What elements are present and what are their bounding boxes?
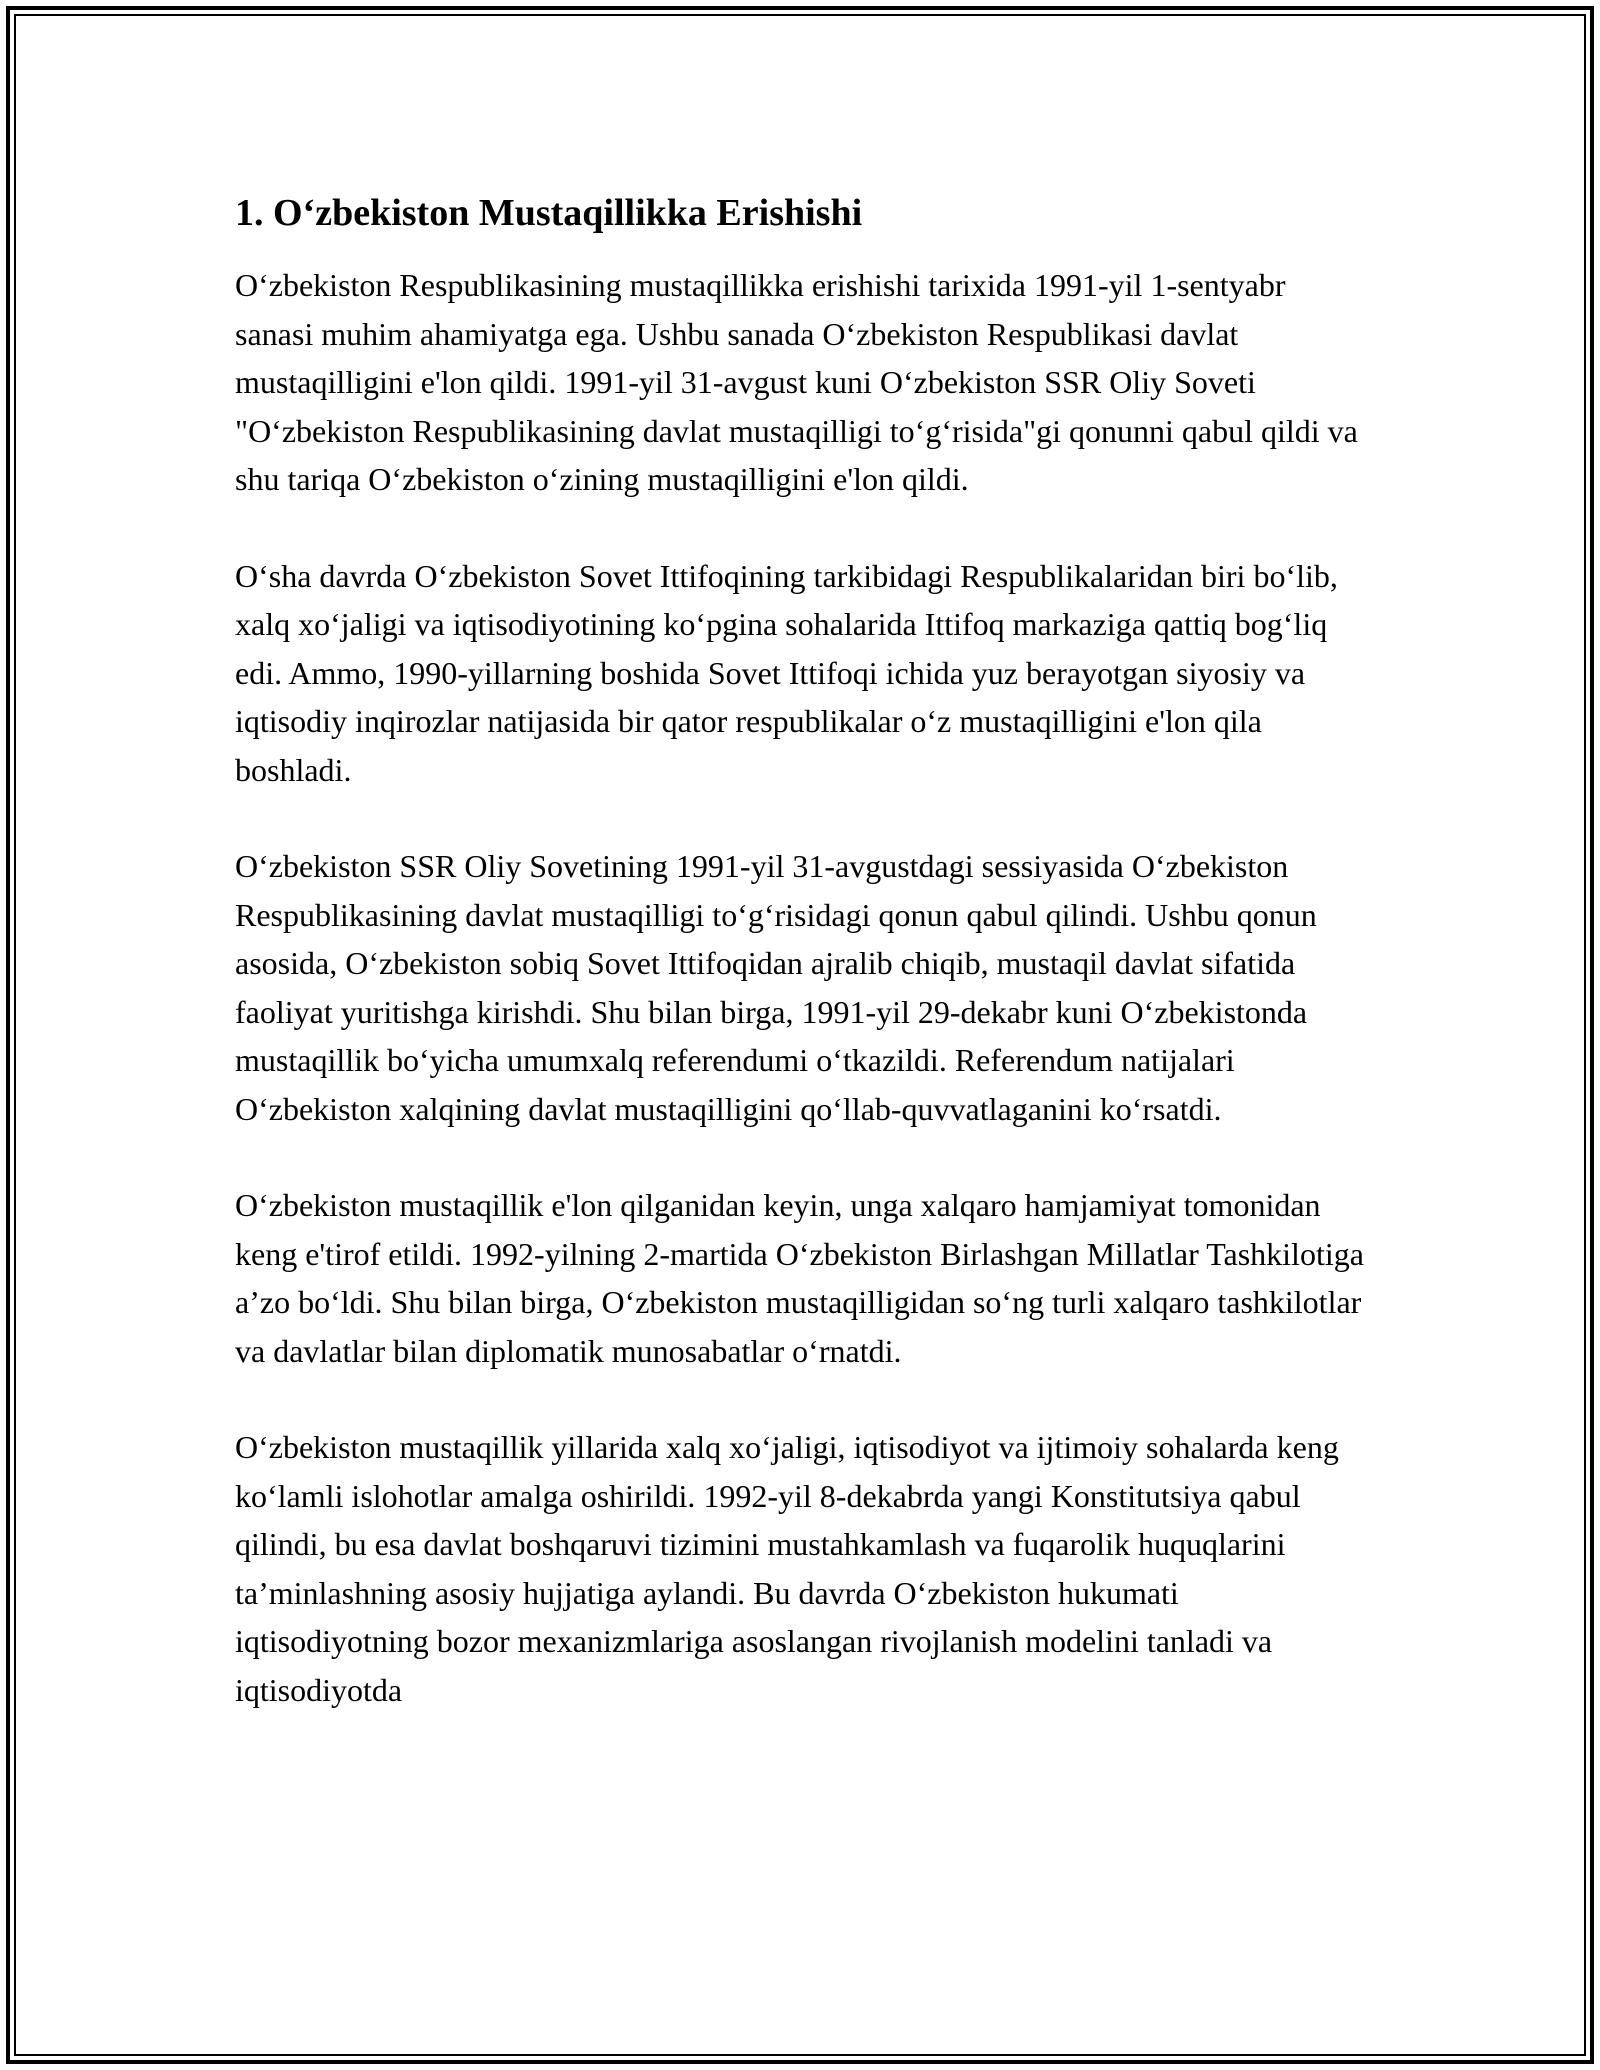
paragraph-3: O‘zbekiston SSR Oliy Sovetining 1991-yil 31-avgustdagi sessiyasida O‘zbekiston Respublikasining davlat mustaqilligi to‘g‘risidagi qonun qabul qilindi. Ushbu qonun asosida, O‘zbekiston sobiq Sovet Ittifoqidan ajralib chiqib, mustaqil davlat sifatida faoliyat yuritishga kirishdi. Shu bilan birga, 1991-yil 29-dekabr kuni O‘zbekistonda mustaqillik bo‘yicha umumxalq referendumi o‘tkazildi. Referendum natijalari O‘zbekiston xalqining davlat mustaqilligini qo‘llab-quvvatlaganini ko‘rsatdi. [235, 848, 1317, 1127]
section-heading: 1. O‘zbekiston Mustaqillikka Erishishi [235, 192, 863, 234]
paragraph-4: O‘zbekiston mustaqillik e'lon qilganidan keyin, unga xalqaro hamjamiyat tomonidan keng e'tirof etildi. 1992-yilning 2-martida O‘zbekiston Birlashgan Millatlar Tashkilotiga a’zo bo‘ldi. Shu bilan birga, O‘zbekiston mustaqilligidan so‘ng turli xalqaro tashkilotlar va davlatlar bilan diplomatik munosabatlar o‘rnatdi. [235, 1187, 1364, 1369]
paragraph-5: O‘zbekiston mustaqillik yillarida xalq xo‘jaligi, iqtisodiyot va ijtimoiy sohalarda keng ko‘lamli islohotlar amalga oshirildi. 1992-yil 8-dekabrda yangi Konstitutsiya qabul qilindi, bu esa davlat boshqaruvi tizimini mustahkamlash va fuqarolik huquqlarini ta’minlashning asosiy hujjatiga aylandi. Bu davrda O‘zbekiston hukumati iqtisodiyotning bozor mexanizmlariga asoslangan rivojlanish modelini tanladi va iqtisodiyotda [235, 1429, 1339, 1708]
paragraph-2: O‘sha davrda O‘zbekiston Sovet Ittifoqining tarkibidagi Respublikalaridan biri bo‘lib, xalq xo‘jaligi va iqtisodiyotining ko‘pgina sohalarida Ittifoq markaziga qattiq bog‘liq edi. Ammo, 1990-yillarning boshida Sovet Ittifoqi ichida yuz berayotgan siyosiy va iqtisodiy inqirozlar natijasida bir qator respublikalar o‘z mustaqilligini e'lon qila boshladi. [235, 557, 1338, 788]
document-body [235, 185, 1365, 1762]
paragraph-1: O‘zbekiston Respublikasining mustaqillikka erishishi tarixida 1991-yil 1-sentyabr sanasi muhim ahamiyatga ega. Ushbu sanada O‘zbekiston Respublikasi davlat mustaqilligini e'lon qildi. 1991-yil 31-avgust kuni O‘zbekiston SSR Oliy Soveti "O‘zbekiston Respublikasining davlat mustaqilligi to‘g‘risida"gi qonunni qabul qildi va shu tariqa O‘zbekiston o‘zining mustaqilligini e'lon qildi. [235, 267, 1358, 497]
